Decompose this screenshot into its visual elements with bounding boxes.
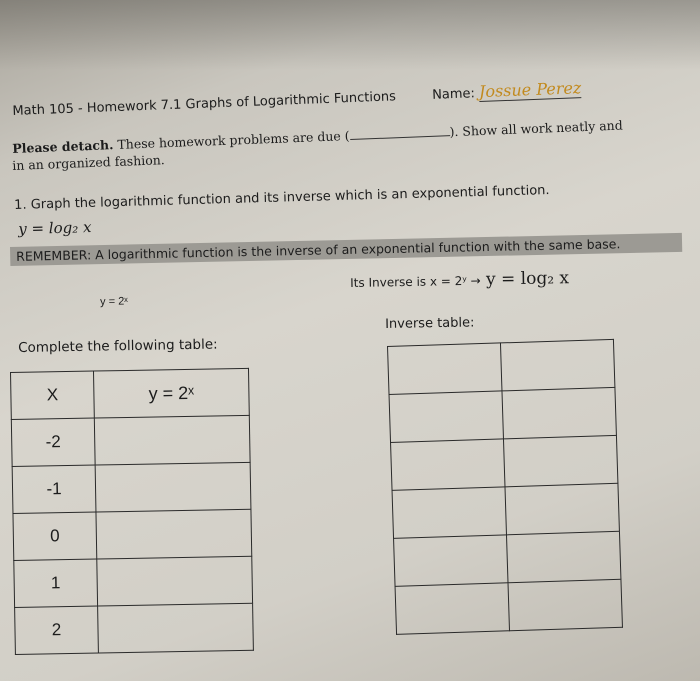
table-row — [389, 387, 616, 442]
x-value: -2 — [11, 418, 95, 466]
x-value: -1 — [12, 465, 96, 513]
blank-cell[interactable] — [502, 387, 616, 439]
table-row — [388, 339, 615, 394]
x-value: 1 — [14, 559, 98, 607]
exp-function: y = 2ˣ — [100, 295, 128, 308]
page-title: Math 105 - Homework 7.1 Graphs of Logarithmic Functions — [12, 89, 397, 119]
table-row — [14, 556, 253, 607]
blank-cell[interactable] — [394, 535, 508, 587]
inverse-note — [350, 268, 569, 292]
x-value: 0 — [13, 512, 97, 560]
blank-cell[interactable] — [395, 583, 509, 635]
inverse-math: y = log₂ x — [480, 268, 570, 290]
header-y: y = 2ˣ — [93, 368, 249, 418]
blank-cell[interactable] — [392, 487, 506, 539]
header-x: X — [11, 371, 95, 419]
handwritten-name: Jossue Perez — [478, 78, 582, 102]
instructions-text: These homework problems are due ( — [113, 128, 350, 153]
table-row — [15, 603, 254, 654]
name-label: Name: — [431, 86, 476, 103]
table-label: Complete the following table: — [18, 336, 218, 356]
instructions-line-1 — [12, 117, 623, 156]
table-row — [12, 462, 251, 513]
blank-cell[interactable] — [388, 343, 502, 395]
header-line — [12, 78, 582, 119]
y-blank-cell[interactable] — [95, 462, 251, 512]
inverse-prefix: Its Inverse is x = 2ʸ → — [350, 273, 481, 290]
table-row — [395, 579, 622, 634]
table-row — [391, 435, 618, 490]
problem-equation: y = log₂ x — [18, 218, 92, 238]
y-blank-cell[interactable] — [98, 603, 254, 653]
remember-banner: REMEMBER: A logarithmic function is the inverse of an exponential function with the same base. — [10, 233, 682, 266]
instructions-end: ). Show all work neatly and — [449, 117, 623, 140]
table-row — [394, 531, 621, 586]
table-row — [13, 509, 252, 560]
x-value: 2 — [15, 606, 99, 654]
inverse-table — [387, 339, 623, 635]
exp-table — [10, 368, 254, 655]
instructions-bold: Please detach. — [12, 137, 114, 156]
blank-cell[interactable] — [391, 439, 505, 491]
problem-text: 1. Graph the logarithmic function and its inverse which is an exponential function. — [14, 183, 550, 213]
instructions-line-2: in an organized fashion. — [12, 152, 166, 173]
blank-cell[interactable] — [505, 483, 619, 535]
due-date-blank[interactable] — [349, 123, 449, 140]
blank-cell[interactable] — [506, 531, 620, 583]
blank-cell[interactable] — [500, 339, 614, 391]
y-blank-cell[interactable] — [97, 556, 253, 606]
table-header-row — [11, 368, 250, 419]
inverse-table-label: Inverse table: — [385, 315, 475, 332]
y-blank-cell[interactable] — [94, 415, 250, 465]
y-blank-cell[interactable] — [96, 509, 252, 559]
table-row — [11, 415, 250, 466]
blank-cell[interactable] — [508, 579, 622, 631]
table-row — [392, 483, 619, 538]
blank-cell[interactable] — [389, 391, 503, 443]
blank-cell[interactable] — [503, 435, 617, 487]
